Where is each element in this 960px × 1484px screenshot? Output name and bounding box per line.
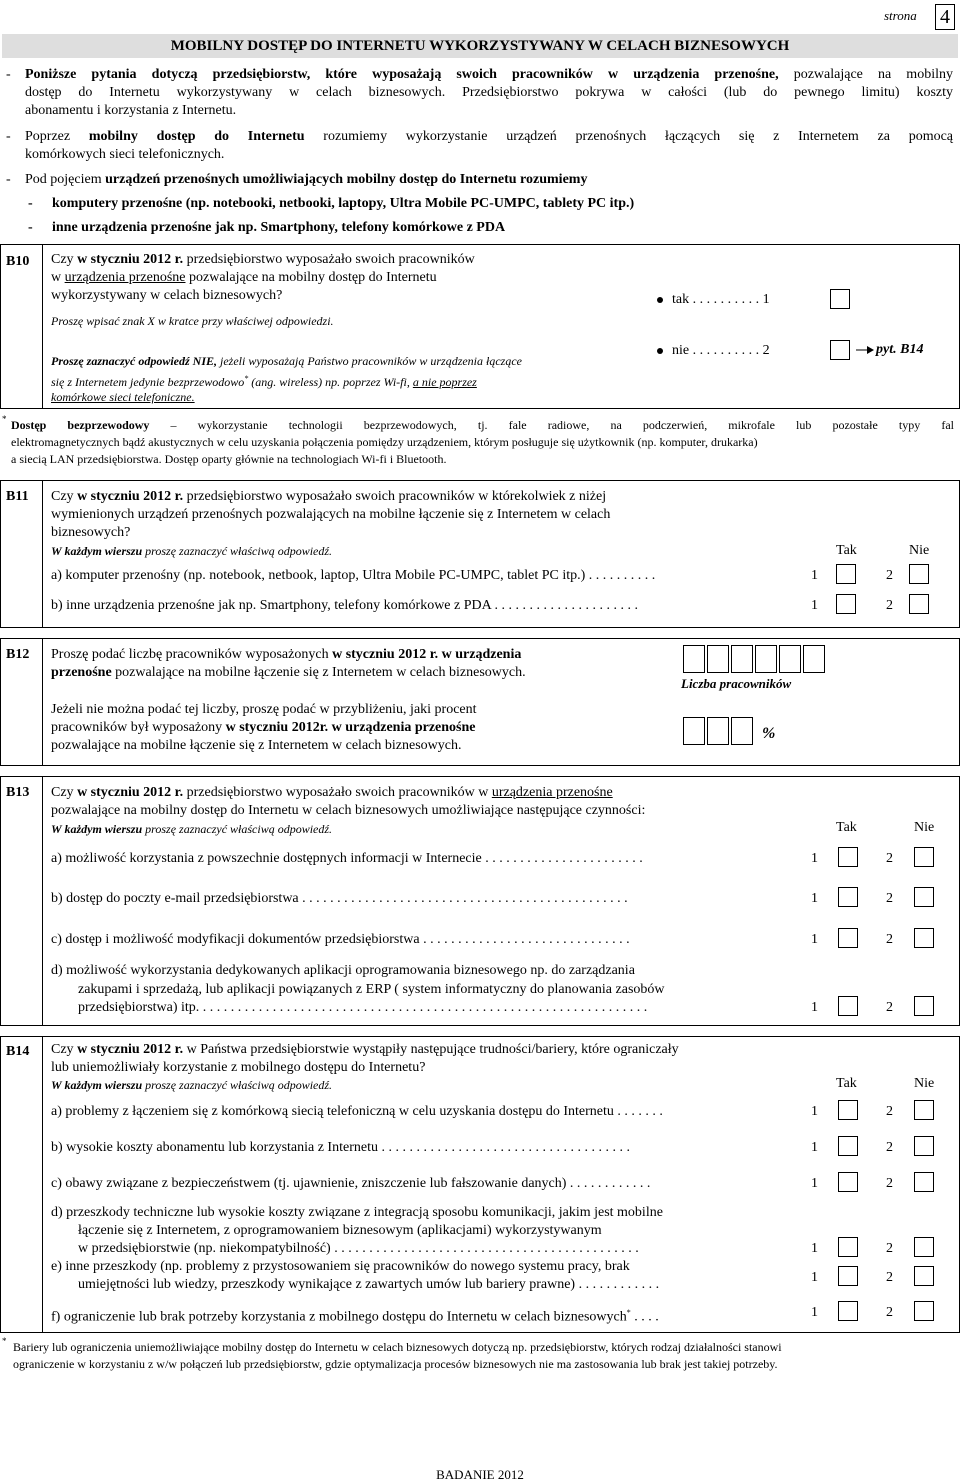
intro-list-item-2: inne urządzenia przenośne jak np. Smartphony, telefony komórkowe z PDA — [52, 220, 506, 235]
question-code: B12 — [6, 647, 30, 662]
footnote-line1: Bariery lub ograniczenia uniemożliwiające mobilny dostęp do Internetu w celach biznesowych dotyczą np. przedsiębiorstw, których rodzaj działalności stanowi — [13, 1340, 782, 1354]
digit-box[interactable] — [707, 717, 729, 745]
question-text-line4: pracowników był wyposażony w styczniu 2012r. w urządzenia przenośne — [51, 720, 476, 735]
percent-sign: % — [762, 725, 776, 742]
row-label-line2: łączenie się z Internetem, z oprogramowaniem biznesowym (aplikacjami) wykorzystywanym — [78, 1223, 602, 1238]
checkbox-no[interactable] — [914, 1301, 934, 1321]
checkbox-no[interactable] — [914, 847, 934, 867]
row-label-line2: zakupami i sprzedażą, lub aplikacji powiązanych z ERP ( system informatyczny do planowania zasobów — [78, 982, 665, 997]
checkbox-yes[interactable] — [838, 1301, 858, 1321]
section-title-text: MOBILNY DOSTĘP DO INTERNETU WYKORZYSTYWANY W CELACH BIZNESOWYCH — [170, 38, 790, 54]
no-code: 2 — [886, 1140, 893, 1155]
column-tak: Tak — [836, 1076, 857, 1091]
row-label-line3: przedsiębiorstwa) itp. . . . . . . . . . . . . . . . . . . . . . . . . . . . . . . . . . . . . . . . . . . . . . . . . . . . . . . . . . . . . . . . . — [78, 1000, 648, 1015]
question-text-line5: pozwalające na mobilne łączenie się z Internetem w celach biznesowych. — [51, 738, 462, 753]
question-text-line2: wymienionych urządzeń przenośnych pozwalających na mobilne łączenie się z Internetem w celach — [51, 507, 611, 522]
yes-code: 1 — [811, 1104, 818, 1119]
question-code: B13 — [6, 785, 30, 800]
checkbox-no[interactable] — [914, 1172, 934, 1192]
count-label: Liczba pracowników — [681, 676, 792, 691]
row-label-line1: d) przeszkody techniczne lub wysokie koszty związane z integracją sposobu komunikacji, jakim jest mobilne — [51, 1205, 663, 1220]
column-tak: Tak — [836, 543, 857, 558]
instruction: W każdym wierszu proszę zaznaczyć właściwą odpowiedź. — [51, 822, 333, 836]
row-label: a) komputer przenośny (np. notebook, netbook, laptop, Ultra Mobile PC-UMPC, tablet PC itp.) . . . . . . . . . . — [51, 568, 656, 583]
footnote-line2: elektromagnetycznych bądź akustycznych w celu uzyskania połączenia pomiędzy urządzeniem, którym posługuje się użytkownik (np. komputer, drukarka) — [11, 435, 758, 449]
row-label: a) problemy z łączeniem się z komórkową siecią telefoniczną w celu uzyskania dostępu do Internetu . . . . . . . — [51, 1104, 663, 1119]
row-label: b) wysokie koszty abonamentu lub korzystania z Internetu . . . . . . . . . . . . . . . . . . . . . . . . . . . . . . . . . . . . — [51, 1140, 630, 1155]
yes-code: 1 — [811, 598, 818, 613]
intro-list-item-1: komputery przenośne (np. notebooki, netbooki, laptopy, Ultra Mobile PC-UMPC, tablety PC itp.) — [52, 196, 635, 211]
option-yes-label: tak . . . . . . . . . . 1 — [672, 292, 770, 307]
checkbox-no[interactable] — [914, 1237, 934, 1257]
digit-box[interactable] — [707, 645, 729, 673]
digit-box[interactable] — [683, 645, 705, 673]
row-label: a) możliwość korzystania z powszechnie dostępnych informacji w Internecie . . . . . . . . . . . . . . . . . . . . . . . — [51, 851, 643, 866]
question-text-line3: Jeżeli nie można podać tej liczby, proszę podać w przybliżeniu, jaki procent — [51, 702, 477, 717]
no-code: 2 — [886, 851, 893, 866]
question-text-line2: w urządzenia przenośne pozwalające na mobilny dostęp do Internetu — [51, 270, 437, 285]
digit-box[interactable] — [731, 645, 753, 673]
no-code: 2 — [886, 1305, 893, 1320]
row-label-line1: e) inne przeszkody (np. problemy z przystosowaniem się pracowników do nowego systemu pracy, brak — [51, 1259, 630, 1274]
question-code: B11 — [6, 489, 29, 504]
question-text-line1: Proszę podać liczbę pracowników wyposażonych w styczniu 2012 r. w urządzenia — [51, 647, 522, 662]
yes-code: 1 — [811, 1000, 818, 1015]
no-code: 2 — [886, 1176, 893, 1191]
intro-p3: Pod pojęciem urządzeń przenośnych umożliwiających mobilny dostęp do Internetu rozumiemy — [25, 172, 588, 187]
question-text-line3: biznesowych? — [51, 525, 131, 540]
bullet-icon — [657, 297, 663, 303]
page-label: strona — [884, 8, 917, 23]
intro-p1-line1: Poniższe pytania dotyczą przedsiębiorstw, które wyposażają swoich pracowników w urządzenia przenośne, pozwalające na mobilny — [25, 67, 953, 82]
checkbox-no[interactable] — [914, 1136, 934, 1156]
checkbox-no[interactable] — [830, 340, 850, 360]
row-label-line2: umiejętności lub wiedzy, przeszkody wynikające z zawartych umów lub bariery prawne) . . . . . . . . . . . . — [78, 1277, 660, 1292]
no-code: 2 — [886, 568, 893, 583]
question-text-line3: wykorzystywany w celach biznesowych? — [51, 288, 283, 303]
question-code: B14 — [6, 1044, 30, 1059]
column-nie: Nie — [909, 543, 930, 558]
question-text-line1: Czy w styczniu 2012 r. przedsiębiorstwo wyposażało swoich pracowników w którekolwiek z niżej — [51, 489, 607, 504]
checkbox-yes[interactable] — [838, 1100, 858, 1120]
checkbox-no[interactable] — [914, 928, 934, 948]
footer-survey: BADANIE 2012 — [436, 1467, 524, 1482]
checkbox-yes[interactable] — [838, 928, 858, 948]
checkbox-yes[interactable] — [838, 1172, 858, 1192]
row-label: c) obawy związane z bezpieczeństwem (tj. ujawnienie, zniszczenie lub fałszowanie danych) . . . . . . . . . . . . — [51, 1176, 651, 1191]
checkbox-yes[interactable] — [838, 996, 858, 1016]
checkbox-yes[interactable] — [838, 1136, 858, 1156]
question-text-line1: Czy w styczniu 2012 r. w Państwa przedsiębiorstwie wystąpiły następujące trudności/bariery, które ograniczały — [51, 1042, 679, 1057]
page-number: 4 — [935, 4, 955, 30]
row-label-line1: d) możliwość wykorzystania dedykowanych aplikacji oprogramowania biznesowego np. do zarządzania — [51, 963, 635, 978]
checkbox-no[interactable] — [914, 887, 934, 907]
checkbox-yes[interactable] — [838, 887, 858, 907]
checkbox-no[interactable] — [909, 564, 929, 584]
question-text-line1: Czy w styczniu 2012 r. przedsiębiorstwo wyposażało swoich pracowników w urządzenia przenośne — [51, 785, 613, 800]
question-text-line2: pozwalające na mobilny dostęp do Internetu w celach biznesowych umożliwiające następujące czynności: — [51, 803, 646, 818]
section-title — [2, 34, 958, 58]
no-code: 2 — [886, 891, 893, 906]
checkbox-no[interactable] — [914, 996, 934, 1016]
no-code: 2 — [886, 932, 893, 947]
note-line1: Proszę zaznaczyć odpowiedź NIE, jeżeli wyposażają Państwo pracowników w urządzenia łączące — [51, 354, 523, 368]
checkbox-yes[interactable] — [836, 564, 856, 584]
row-label: b) inne urządzenia przenośne jak np. Smartphony, telefony komórkowe z PDA . . . . . . . . . . . . . . . . . . . . . — [51, 598, 638, 613]
yes-code: 1 — [811, 1241, 818, 1256]
note-line2: się z Internetem jedynie bezprzewodowo* (ang. wireless) np. poprzez Wi-fi, a nie poprzez — [51, 374, 477, 389]
column-nie: Nie — [914, 1076, 935, 1091]
yes-code: 1 — [811, 1270, 818, 1285]
digit-box[interactable] — [731, 717, 753, 745]
no-code: 2 — [886, 598, 893, 613]
skip-instruction: pyt. B14 — [876, 342, 924, 357]
yes-code: 1 — [811, 568, 818, 583]
no-code: 2 — [886, 1270, 893, 1285]
instruction: Proszę wpisać znak X w kratce przy właściwej odpowiedzi. — [51, 314, 334, 328]
question-text-line2: przenośne pozwalające na mobilne łączenie się z Internetem w celach biznesowych. — [51, 665, 526, 680]
digit-box[interactable] — [803, 645, 825, 673]
no-code: 2 — [886, 1241, 893, 1256]
question-code: B10 — [6, 254, 30, 269]
checkbox-yes[interactable] — [838, 847, 858, 867]
intro-p2-line1: Poprzez mobilny dostęp do Internetu rozumiemy wykorzystanie urządzeń przenośnych łączących się z Internetem za pomocą — [25, 129, 954, 144]
instruction: W każdym wierszu proszę zaznaczyć właściwą odpowiedź. — [51, 1078, 333, 1092]
row-label: c) dostęp i możliwość modyfikacji dokumentów przedsiębiorstwa . . . . . . . . . . . . . . . . . . . . . . . . . . . . . . — [51, 932, 630, 947]
note-line3: komórkowe sieci telefoniczne. — [51, 390, 195, 404]
yes-code: 1 — [811, 891, 818, 906]
checkbox-no[interactable] — [914, 1266, 934, 1286]
digit-box[interactable] — [779, 645, 801, 673]
arrow-right-icon — [855, 343, 875, 357]
question-text-line1: Czy w styczniu 2012 r. przedsiębiorstwo wyposażało swoich pracowników — [51, 252, 475, 267]
intro-p1-line3: abonamentu i korzystania z Internetu. — [25, 103, 237, 118]
footnote-line3: a siecią LAN przedsiębiorstwa. Dostęp oparty głównie na technologiach Wi-fi i Bluetooth. — [11, 452, 447, 466]
checkbox-no[interactable] — [914, 1100, 934, 1120]
yes-code: 1 — [811, 932, 818, 947]
column-tak: Tak — [836, 820, 857, 835]
checkbox-yes[interactable] — [838, 1266, 858, 1286]
row-label: f) ograniczenie lub brak potrzeby korzystania z mobilnego dostępu do Internetu w celach biznesowych* . . . . — [51, 1308, 659, 1325]
footnote-line1: Dostęp bezprzewodowy – wykorzystanie technologii bezprzewodowych, tj. fale radiowe, na podczerwień, mikrofale lub pozostałe typy fal — [11, 418, 954, 432]
option-no-label: nie . . . . . . . . . . 2 — [672, 343, 770, 358]
yes-code: 1 — [811, 1176, 818, 1191]
digit-box[interactable] — [683, 717, 705, 745]
intro-p2-line2: komórkowych sieci telefonicznych. — [25, 147, 225, 162]
checkbox-yes[interactable] — [838, 1237, 858, 1257]
row-label: b) dostęp do poczty e-mail przedsiębiorstwa . . . . . . . . . . . . . . . . . . . . . . . . . . . . . . . . . . . . . . . . . . . . . . . — [51, 891, 628, 906]
intro-p1-line2: dostęp do Internetu wykorzystywany w celach biznesowych. Przedsiębiorstwo pokrywa w całości (lub do pewnego limitu) koszty — [25, 85, 953, 100]
checkbox-yes[interactable] — [830, 289, 850, 309]
yes-code: 1 — [811, 851, 818, 866]
checkbox-yes[interactable] — [836, 594, 856, 614]
no-code: 2 — [886, 1104, 893, 1119]
yes-code: 1 — [811, 1140, 818, 1155]
question-text-line2: lub uniemożliwiały korzystanie z mobilnego dostępu do Internetu? — [51, 1060, 426, 1075]
footnote-line2: ograniczenie w korzystaniu z w/w połączeń lub przedsiębiorstw, gdzie optymalizacja procesów biznesowych nie ma zastosowania lub brak jest takiej potrzeby. — [13, 1357, 778, 1371]
bullet-icon — [657, 348, 663, 354]
instruction: W każdym wierszu proszę zaznaczyć właściwą odpowiedź. — [51, 544, 333, 558]
row-label-line3: w przedsiębiorstwie (np. niekompatybilność) . . . . . . . . . . . . . . . . . . . . . . . . . . . . . . . . . . . . . . . . . . . . — [78, 1241, 639, 1256]
column-nie: Nie — [914, 820, 935, 835]
yes-code: 1 — [811, 1305, 818, 1320]
digit-box[interactable] — [755, 645, 777, 673]
checkbox-no[interactable] — [909, 594, 929, 614]
no-code: 2 — [886, 1000, 893, 1015]
